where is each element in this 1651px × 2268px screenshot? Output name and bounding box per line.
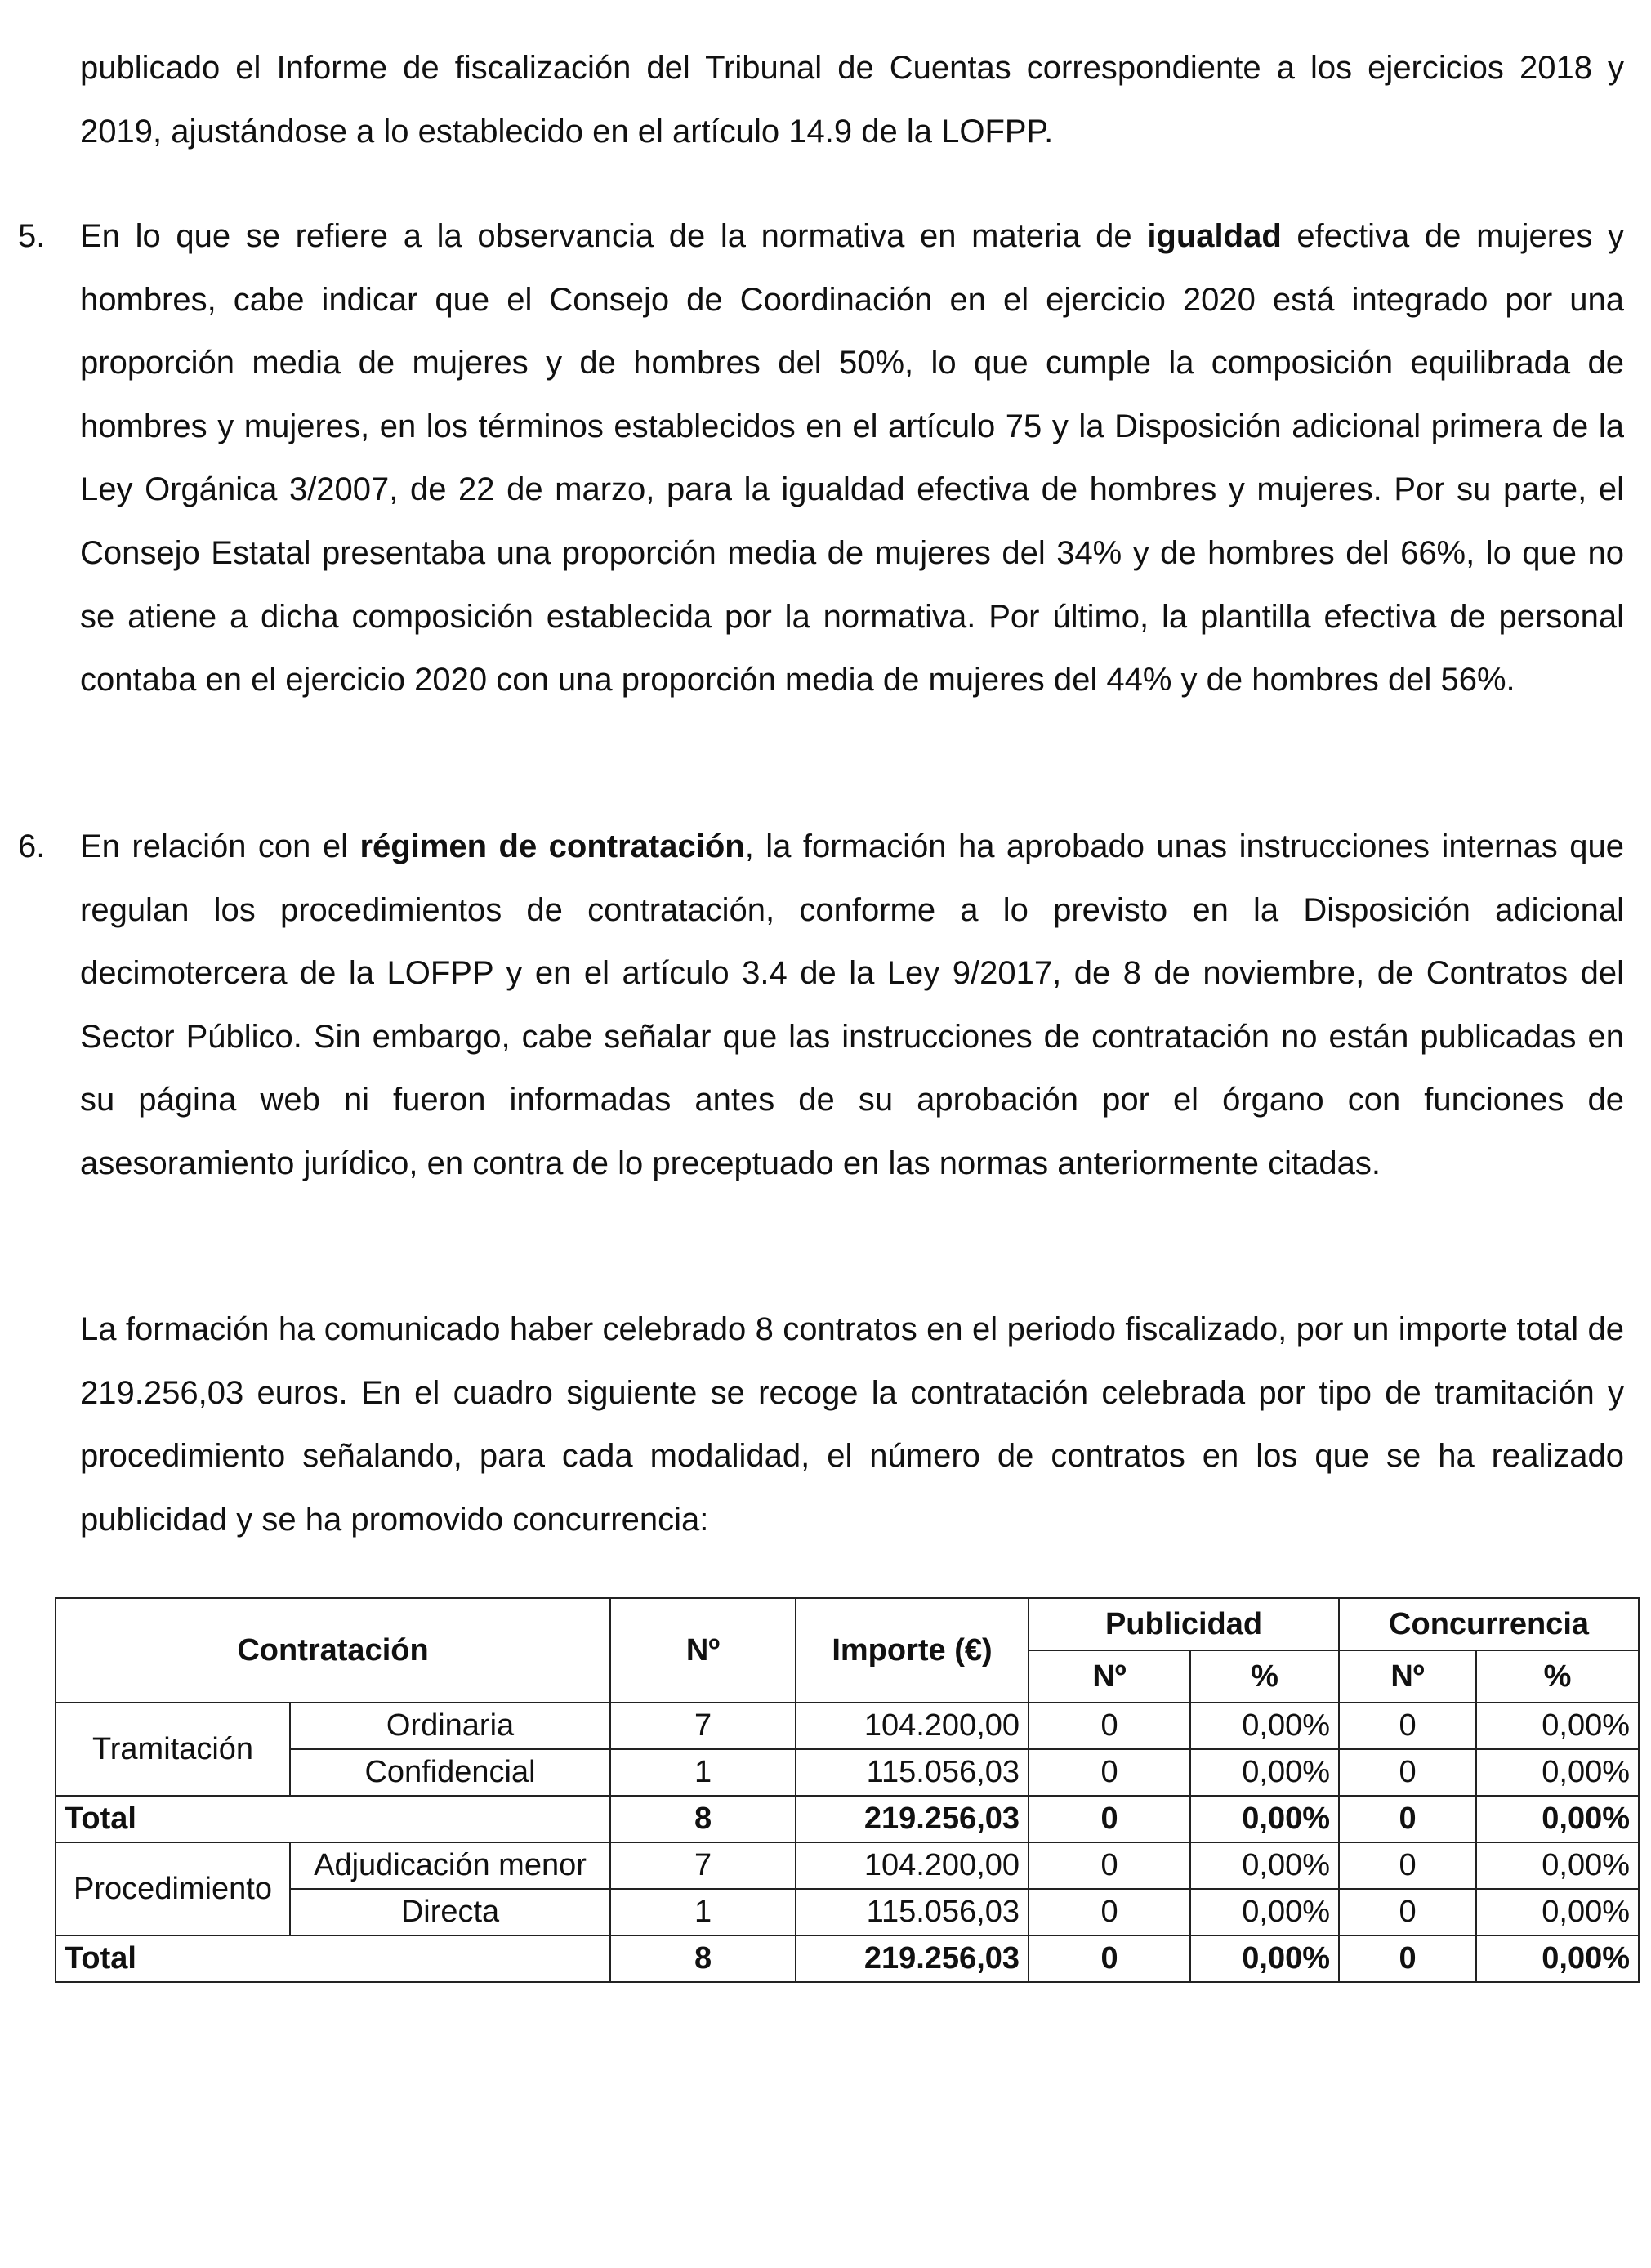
paragraph-text: En relación con el (80, 828, 360, 864)
total-importe: 219.256,03 (796, 1796, 1029, 1842)
paragraph-text: , la formación ha aprobado unas instrucciones internas que regulan los procedimientos de contratación, conforme a lo previsto en la Disposición adicional decimotercera de la LOFPP y en el artículo 3.4 de la Ley 9/2017, de 8 de noviembre, de Contratos del Sector Público. Sin embargo, cabe señalar que las instrucciones de contratación no están publicadas en su página web ni fueron informadas antes de su aprobación por el órgano con funciones de asesoramiento jurídico, en contra de lo preceptuado en las normas anteriormente citadas. (80, 828, 1624, 1181)
subheader-con-pct: % (1476, 1650, 1639, 1703)
total-pub-numero: 0 (1029, 1935, 1190, 1982)
paragraph-igualdad (80, 205, 1624, 712)
subheader-pub-pct: % (1190, 1650, 1339, 1703)
row-con-pct: 0,00% (1476, 1889, 1639, 1935)
paragraph-contratos-resumen: La formación ha comunicado haber celebrado 8 contratos en el periodo fiscalizado, por un importe total de 219.256,03 euros. En el cuadro siguiente se recoge la contratación celebrada por tipo de tramitación y procedimiento señalando, para cada modalidad, el número de contratos en los que se ha realizado publicidad y se ha promovido concurrencia: (80, 1311, 1624, 1538)
total-con-numero: 0 (1339, 1935, 1476, 1982)
row-pub-numero: 0 (1029, 1703, 1190, 1749)
group-label-procedimiento: Procedimiento (56, 1842, 290, 1935)
total-con-pct: 0,00% (1476, 1935, 1639, 1982)
list-number-6: 6. (18, 828, 46, 864)
total-label: Total (56, 1796, 610, 1842)
total-importe: 219.256,03 (796, 1935, 1029, 1982)
total-numero: 8 (610, 1796, 796, 1842)
row-con-numero: 0 (1339, 1749, 1476, 1796)
header-importe: Importe (€) (796, 1598, 1029, 1703)
row-importe: 104.200,00 (796, 1703, 1029, 1749)
row-con-numero: 0 (1339, 1842, 1476, 1889)
paragraph-continuation: publicado el Informe de fiscalización del Tribunal de Cuentas correspondiente a los ejercicios 2018 y 2019, ajustándose a lo establecido en el artículo 14.9 de la LOFPP. (80, 50, 1624, 150)
table-row (56, 1889, 1639, 1935)
total-label: Total (56, 1935, 610, 1982)
subheader-pub-numero: Nº (1029, 1650, 1190, 1703)
row-pub-pct: 0,00% (1190, 1842, 1339, 1889)
row-pub-pct: 0,00% (1190, 1703, 1339, 1749)
row-importe: 104.200,00 (796, 1842, 1029, 1889)
list-number-5: 5. (18, 218, 46, 254)
total-pub-numero: 0 (1029, 1796, 1190, 1842)
header-publicidad: Publicidad (1029, 1598, 1339, 1650)
total-con-numero: 0 (1339, 1796, 1476, 1842)
table-total-row (56, 1935, 1639, 1982)
table-row (56, 1703, 1639, 1749)
header-concurrencia: Concurrencia (1339, 1598, 1639, 1650)
bold-term-regimen: régimen de contratación (359, 828, 745, 864)
table-row (56, 1749, 1639, 1796)
total-numero: 8 (610, 1935, 796, 1982)
bold-term-igualdad: igualdad (1147, 218, 1282, 254)
row-con-numero: 0 (1339, 1703, 1476, 1749)
total-pub-pct: 0,00% (1190, 1796, 1339, 1842)
contratacion-table (55, 1597, 1640, 1983)
row-type: Directa (290, 1889, 610, 1935)
table-header-row (56, 1598, 1639, 1650)
row-con-numero: 0 (1339, 1889, 1476, 1935)
row-con-pct: 0,00% (1476, 1703, 1639, 1749)
header-numero: Nº (610, 1598, 796, 1703)
row-pub-pct: 0,00% (1190, 1749, 1339, 1796)
row-pub-numero: 0 (1029, 1842, 1190, 1889)
table-total-row (56, 1796, 1639, 1842)
total-pub-pct: 0,00% (1190, 1935, 1339, 1982)
row-importe: 115.056,03 (796, 1749, 1029, 1796)
row-type: Adjudicación menor (290, 1842, 610, 1889)
row-con-pct: 0,00% (1476, 1842, 1639, 1889)
paragraph-text: efectiva de mujeres y hombres, cabe indicar que el Consejo de Coordinación en el ejercicio 2020 está integrado por una proporción media de mujeres y de hombres del 50%, lo que cumple la composición equilibrada de hombres y mujeres, en los términos establecidos en el artículo 75 y la Disposición adicional primera de la Ley Orgánica 3/2007, de 22 de marzo, para la igualdad efectiva de hombres y mujeres. Por su parte, el Consejo Estatal presentaba una proporción media de mujeres del 34% y de hombres del 66%, lo que no se atiene a dicha composición establecida por la normativa. Por último, la plantilla efectiva de personal contaba en el ejercicio 2020 con una proporción media de mujeres del 44% y de hombres del 56%. (80, 218, 1625, 699)
row-importe: 115.056,03 (796, 1889, 1029, 1935)
header-contratacion: Contratación (56, 1598, 610, 1703)
subheader-con-numero: Nº (1339, 1650, 1476, 1703)
row-numero: 7 (610, 1842, 796, 1889)
row-pub-numero: 0 (1029, 1889, 1190, 1935)
row-type: Confidencial (290, 1749, 610, 1796)
row-numero: 7 (610, 1703, 796, 1749)
row-type: Ordinaria (290, 1703, 610, 1749)
row-pub-numero: 0 (1029, 1749, 1190, 1796)
row-numero: 1 (610, 1749, 796, 1796)
table-row (56, 1842, 1639, 1889)
group-label-tramitacion: Tramitación (56, 1703, 290, 1796)
row-con-pct: 0,00% (1476, 1749, 1639, 1796)
paragraph-contratacion (80, 815, 1624, 1196)
paragraph-text: En lo que se refiere a la observancia de la normativa en materia de (80, 218, 1148, 254)
row-pub-pct: 0,00% (1190, 1889, 1339, 1935)
total-con-pct: 0,00% (1476, 1796, 1639, 1842)
row-numero: 1 (610, 1889, 796, 1935)
